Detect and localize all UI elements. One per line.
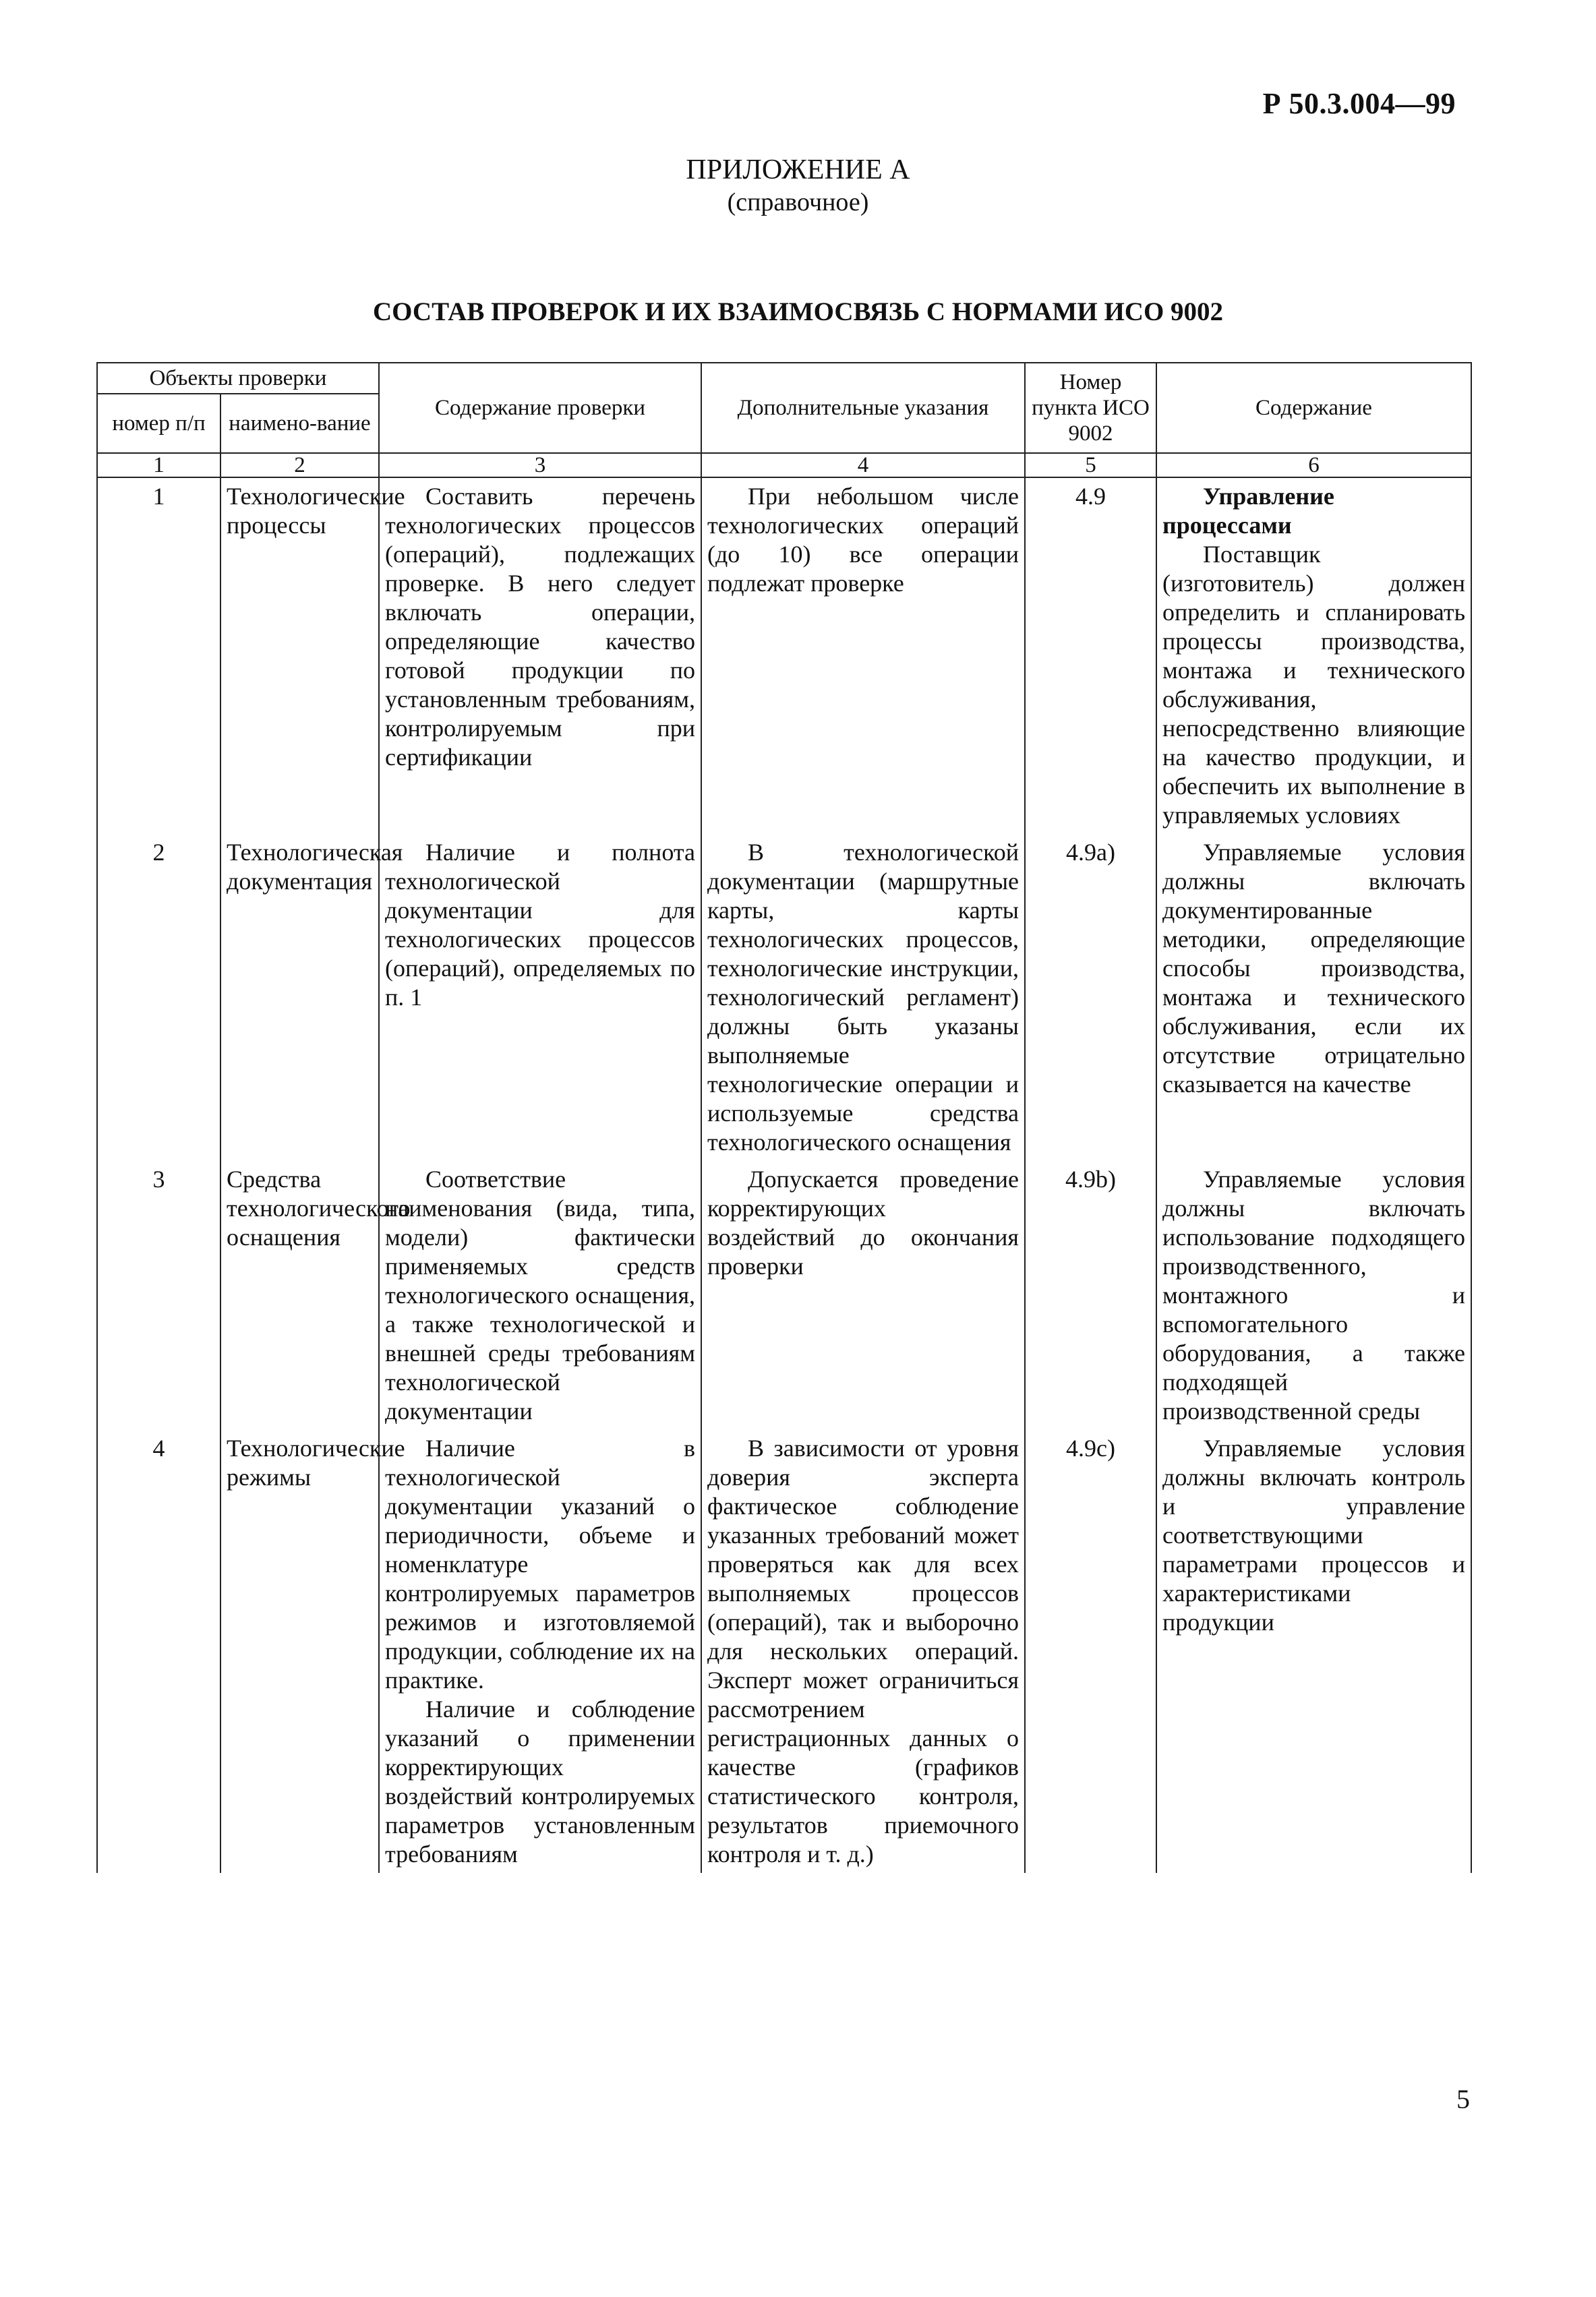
page-number: 5	[1456, 2084, 1470, 2114]
col-number-4: 4	[701, 453, 1025, 477]
row-content	[1156, 477, 1471, 834]
table-row	[97, 834, 1471, 1161]
header-content: Содержание	[1156, 363, 1471, 453]
check-paragraph: Наличие и полнота технологической документации для технологических процессов (операций), определяемых по п. 1	[385, 839, 695, 1011]
row-iso-point: 4.9b)	[1025, 1161, 1156, 1430]
table-row	[97, 477, 1471, 834]
row-iso-point: 4.9c)	[1025, 1430, 1156, 1873]
row-object-name: Средства технологического оснащения	[220, 1161, 379, 1430]
table-row	[97, 1430, 1471, 1873]
main-title: СОСТАВ ПРОВЕРОК И ИХ ВЗАИМОСВЯЗЬ С НОРМАМИ ИСО 9002	[372, 297, 1224, 326]
appendix-title: ПРИЛОЖЕНИЕ А	[686, 154, 910, 185]
row-object-name: Технологическая документация	[220, 834, 379, 1161]
row-number: 3	[97, 1161, 220, 1430]
header-additional: Дополнительные указания	[701, 363, 1025, 453]
col-number-3: 3	[379, 453, 701, 477]
content-paragraph: Управляемые условия должны включать использование подходящего производственного, монтажного и вспомогательного оборудования, а также подходящей производственной среды	[1162, 1166, 1465, 1425]
additional-paragraph: Допускается проведение корректирующих воздействий до окончания проверки	[707, 1166, 1019, 1280]
header-objects-group: Объекты проверки	[97, 363, 379, 394]
row-number: 4	[97, 1430, 220, 1873]
header-iso-point: Номер пункта ИСО 9002	[1025, 363, 1156, 453]
row-additional	[701, 1161, 1025, 1430]
row-additional	[701, 477, 1025, 834]
row-check-content	[379, 477, 701, 834]
header-name: наимено-вание	[220, 394, 379, 453]
additional-paragraph: При небольшом числе технологических операций (до 10) все операции подлежат проверке	[707, 483, 1019, 597]
check-paragraph: Составить перечень технологических процессов (операций), подлежащих проверке. В него следует включать операции, определяющие качество готовой продукции по установленным требованиям, контролируемым при сертификации	[385, 483, 695, 771]
row-object-name: Технологические режимы	[220, 1430, 379, 1873]
check-paragraph: Наличие в технологической документации указаний о периодичности, объеме и номенклатуре контролируемых параметров режимов и изготовляемой продукции, соблюдение их на практике.	[385, 1435, 695, 1694]
document-code: Р 50.3.004—99	[1262, 87, 1456, 120]
audit-table	[96, 362, 1472, 1873]
check-paragraph: Соответствие наименования (вида, типа, модели) фактически применяемых средств технологического оснащения, а также технологической и внешней среды требованиям технологической документации	[385, 1166, 695, 1425]
row-additional	[701, 834, 1025, 1161]
content-paragraph: Управляемые условия должны включать контроль и управление соответствующими параметрами процессов и характеристиками продукции	[1162, 1435, 1465, 1636]
row-check-content	[379, 834, 701, 1161]
column-numbers-row	[97, 453, 1471, 477]
content-paragraph: Управляемые условия должны включать документированные методики, определяющие способы производства, монтажа и технического обслуживания, если их отсутствие отрицательно сказывается на качестве	[1162, 839, 1465, 1098]
row-object-name: Технологические процессы	[220, 477, 379, 834]
additional-paragraph: В зависимости от уровня доверия эксперта фактическое соблюдение указанных требований может проверяться как для всех выполняемых процессов (операций), так и выборочно для нескольких операций. Эксперт может ограничиться рассмотрением регистрационных данных о качестве (графиков статистического контроля, результатов приемочного контроля и т. д.)	[707, 1435, 1019, 1868]
header-number: номер п/п	[97, 394, 220, 453]
table-row	[97, 1161, 1471, 1430]
appendix-subtitle: (справочное)	[727, 188, 869, 216]
row-additional	[701, 1430, 1025, 1873]
row-iso-point: 4.9a)	[1025, 834, 1156, 1161]
row-iso-point: 4.9	[1025, 477, 1156, 834]
col-number-2: 2	[220, 453, 379, 477]
row-number: 2	[97, 834, 220, 1161]
row-check-content	[379, 1430, 701, 1873]
header-content-check: Содержание проверки	[379, 363, 701, 453]
col-number-1: 1	[97, 453, 220, 477]
row-content	[1156, 1161, 1471, 1430]
content-title: Управление процессами	[1162, 483, 1334, 539]
col-number-5: 5	[1025, 453, 1156, 477]
check-paragraph: Наличие и соблюдение указаний о применении корректирующих воздействий контролируемых параметров установленным требованиям	[385, 1696, 695, 1868]
header-row-top	[97, 363, 1471, 394]
row-check-content	[379, 1161, 701, 1430]
row-number: 1	[97, 477, 220, 834]
row-content	[1156, 1430, 1471, 1873]
content-paragraph: Поставщик (изготовитель) должен определить и спланировать процессы производства, монтажа и технического обслуживания, непосредственно влияющие на качество продукции, и обеспечить их выполнение в управляемых условиях	[1162, 541, 1465, 829]
row-content	[1156, 834, 1471, 1161]
col-number-6: 6	[1156, 453, 1471, 477]
additional-paragraph: В технологической документации (маршрутные карты, карты технологических процессов, технологические инструкции, технологический регламент) должны быть указаны выполняемые технологические операции и используемые средства технологического оснащения	[707, 839, 1019, 1156]
